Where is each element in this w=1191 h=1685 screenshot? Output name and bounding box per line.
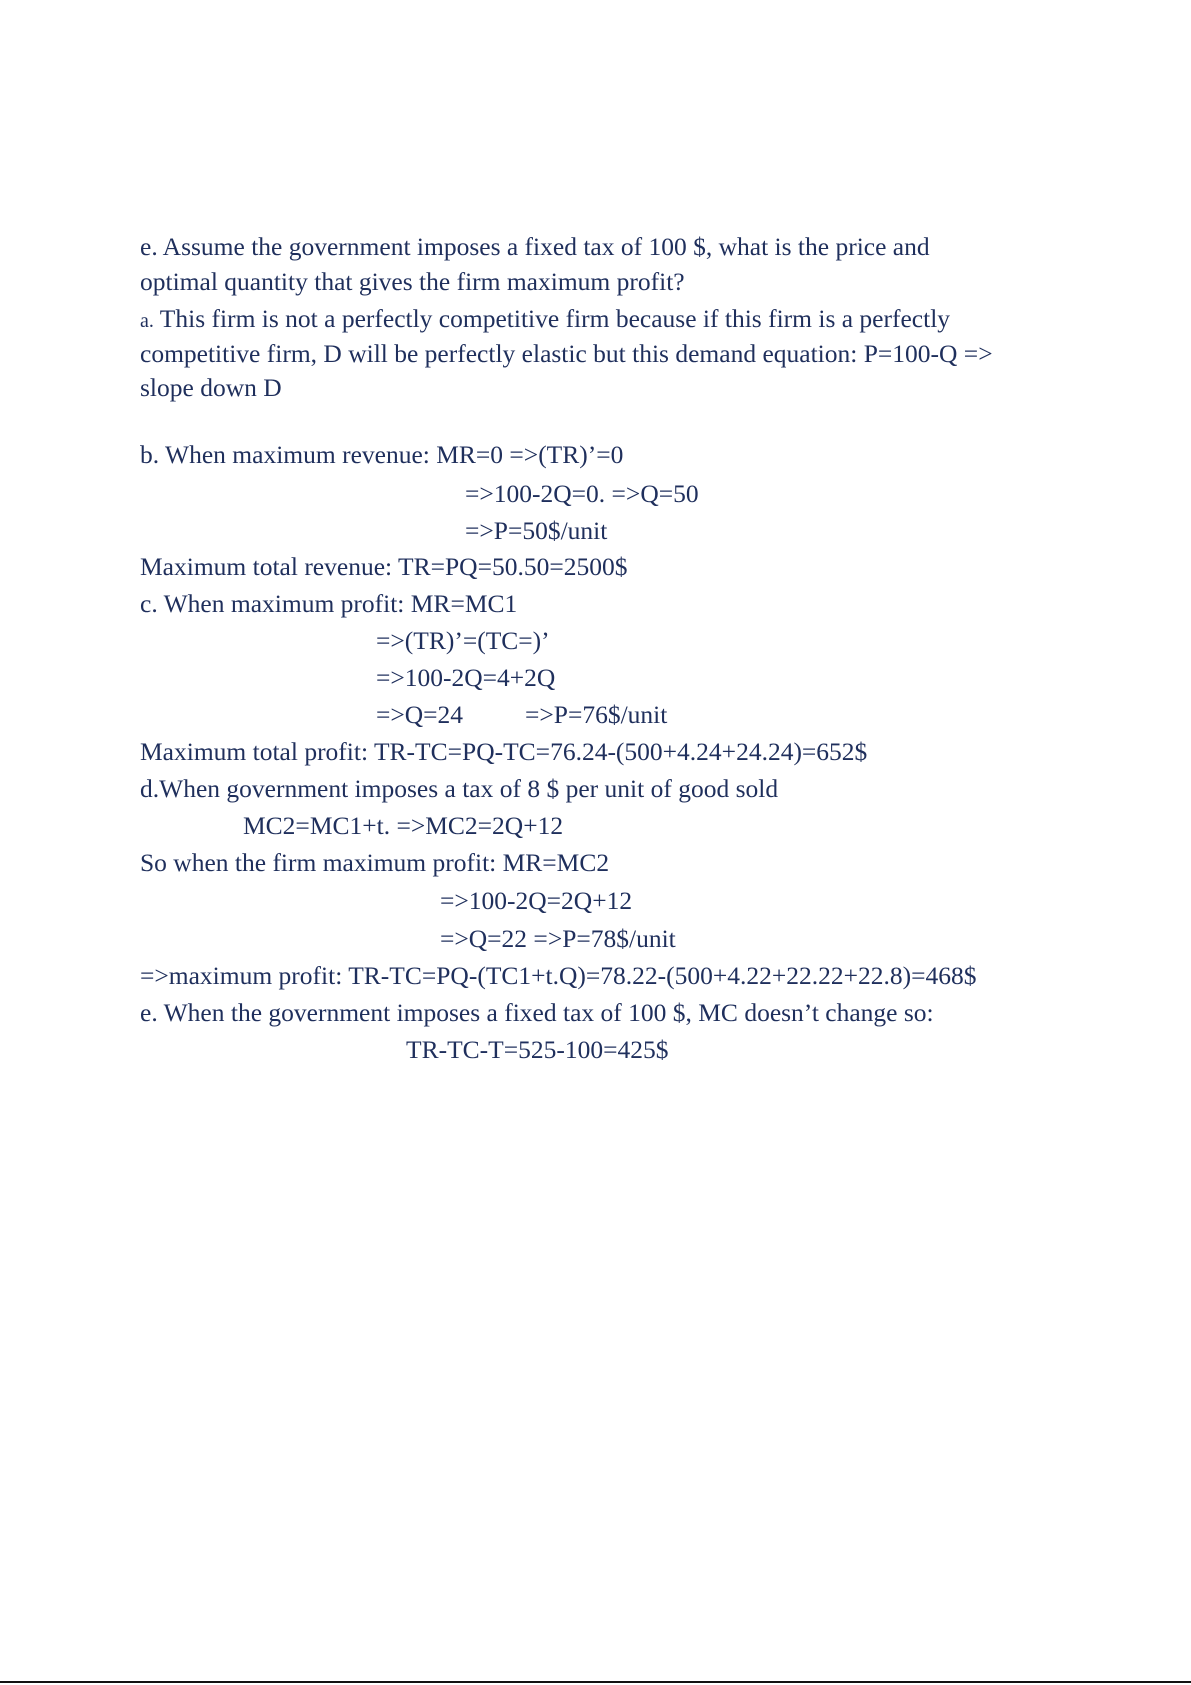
answer-d-line-3: So when the firm maximum profit: MR=MC2 (140, 848, 610, 877)
answer-d-line-1: d.When government imposes a tax of 8 $ per unit of good sold (140, 774, 779, 803)
answer-e-line-2: TR-TC-T=525-100=425$ (406, 1035, 669, 1064)
answer-b-line-1: b. When maximum revenue: MR=0 =>(TR)’=0 (140, 440, 624, 469)
answer-c-line-4a: =>Q=24 (376, 700, 464, 729)
page-bottom-rule (0, 1681, 1191, 1683)
answer-b-line-3: =>P=50$/unit (465, 516, 608, 545)
answer-a-line-3: slope down D (140, 373, 282, 402)
answer-d-line-6: =>maximum profit: TR-TC=PQ-(TC1+t.Q)=78.22-(500+4.22+22.22+22.8)=468$ (140, 961, 977, 990)
answer-a-line-2: competitive firm, D will be perfectly elastic but this demand equation: P=100-Q => (140, 339, 993, 368)
answer-c-line-1: c. When maximum profit: MR=MC1 (140, 589, 518, 618)
answer-a-line-1 (140, 304, 950, 336)
answer-d-line-5: =>Q=22 =>P=78$/unit (440, 924, 676, 953)
answer-a-line-1-text: This firm is not a perfectly competitive firm because if this firm is a perfectly (153, 304, 951, 333)
answer-c-line-3: =>100-2Q=4+2Q (376, 663, 556, 692)
question-line-2: optimal quantity that gives the firm maximum profit? (140, 267, 685, 296)
answer-d-line-2: MC2=MC1+t. =>MC2=2Q+12 (243, 811, 564, 840)
answer-c-line-5: Maximum total profit: TR-TC=PQ-TC=76.24-(500+4.24+24.24)=652$ (140, 737, 868, 766)
answer-c-line-2: =>(TR)’=(TC=)’ (376, 626, 550, 655)
question-line-1: e. Assume the government imposes a fixed tax of 100 $, what is the price and (140, 232, 930, 261)
answer-e-line-1: e. When the government imposes a fixed tax of 100 $, MC doesn’t change so: (140, 998, 934, 1027)
answer-c-line-4b: =>P=76$/unit (525, 700, 668, 729)
answer-b-line-2: =>100-2Q=0. =>Q=50 (465, 479, 699, 508)
answer-d-line-4: =>100-2Q=2Q+12 (440, 886, 633, 915)
answer-a-label: a. (140, 310, 154, 332)
answer-b-line-4: Maximum total revenue: TR=PQ=50.50=2500$ (140, 552, 628, 581)
